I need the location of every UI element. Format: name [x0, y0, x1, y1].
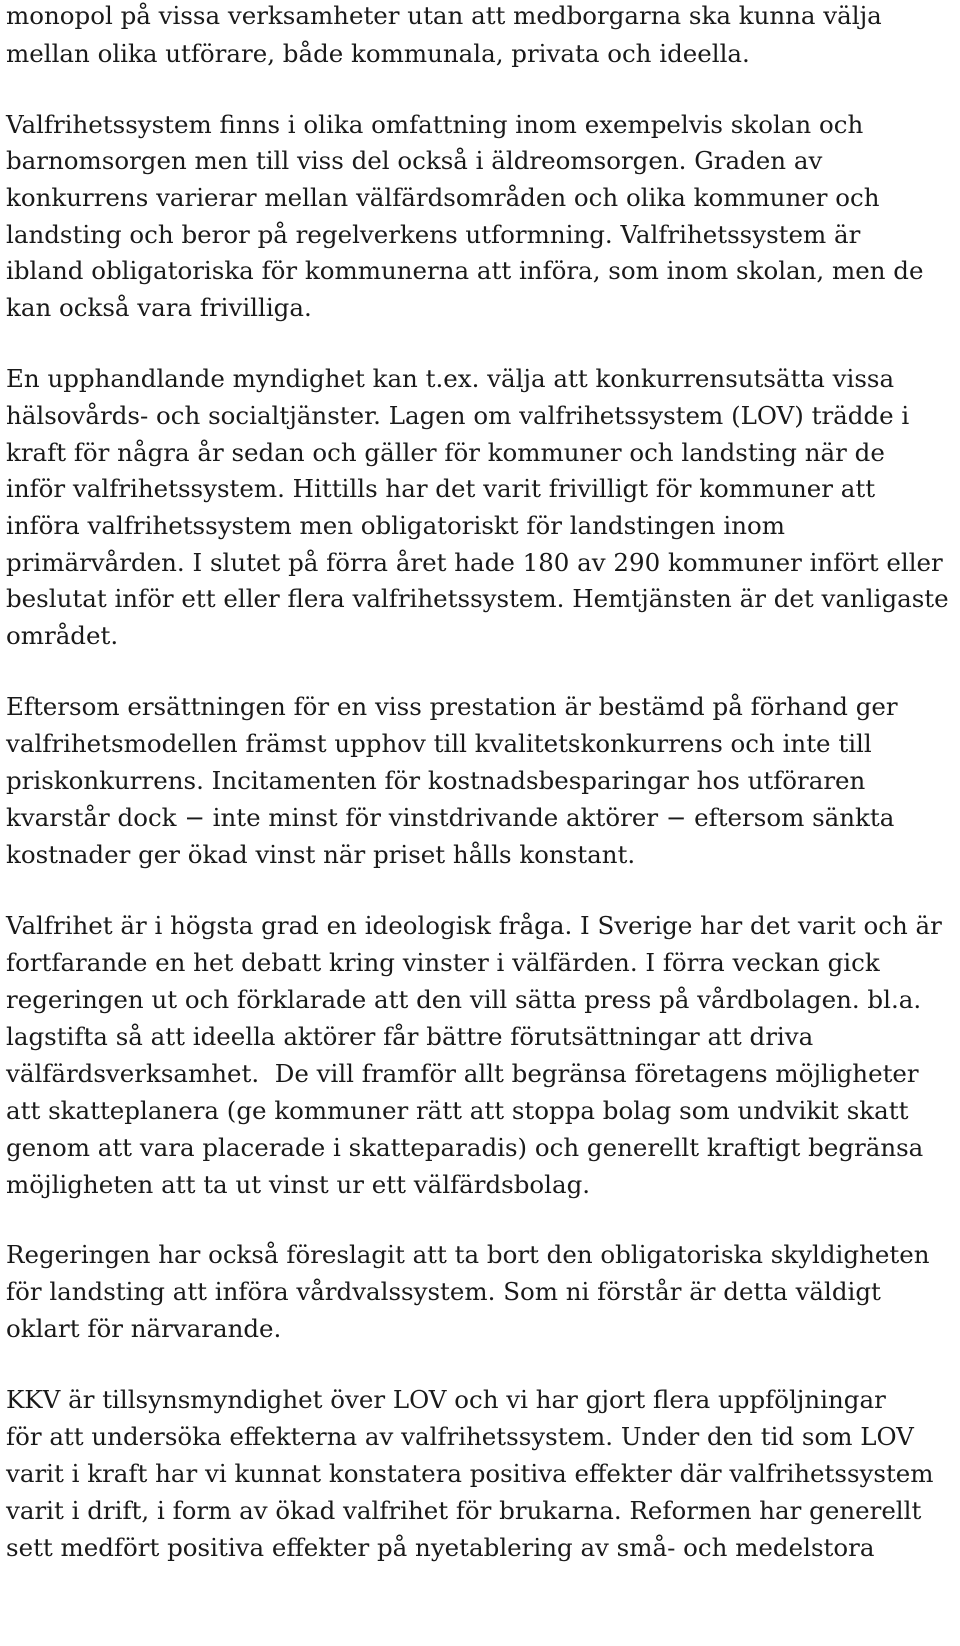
text-line: lagstifta så att ideella aktörer får bättre förutsättningar att driva [6, 1022, 814, 1051]
text-line: att skatteplanera (ge kommuner rätt att stoppa bolag som undvikit skatt [6, 1096, 909, 1125]
text-line: oklart för närvarande. [6, 1314, 282, 1343]
text-line: En upphandlande myndighet kan t.ex. välja att konkurrensutsätta vissa [6, 364, 895, 393]
text-line: Valfrihet är i högsta grad en ideologisk fråga. I Sverige har det varit och är [6, 911, 942, 940]
text-line: införa valfrihetssystem men obligatoriskt för landstingen inom [6, 511, 785, 540]
text-line: kostnader ger ökad vinst när priset hålls konstant. [6, 840, 636, 869]
text-line: ibland obligatoriska för kommunerna att införa, som inom skolan, men de [6, 256, 924, 285]
text-line: Valfrihetssystem finns i olika omfattning inom exempelvis skolan och [6, 110, 864, 139]
text-line: monopol på vissa verksamheter utan att medborgarna ska kunna välja [6, 1, 882, 30]
text-line: mellan olika utförare, både kommunala, privata och ideella. [6, 39, 750, 68]
text-line: barnomsorgen men till viss del också i äldreomsorgen. Graden av [6, 146, 823, 175]
text-line: för landsting att införa vårdvalssystem. Som ni förstår är detta väldigt [6, 1277, 881, 1306]
text-line: fortfarande en het debatt kring vinster i välfärden. I förra veckan gick [6, 948, 880, 977]
text-line: landsting och beror på regelverkens utformning. Valfrihetssystem är [6, 220, 861, 249]
text-line: sett medfört positiva effekter på nyetablering av små- och medelstora [6, 1533, 875, 1562]
text-line: varit i kraft har vi kunnat konstatera positiva effekter där valfrihetssystem [6, 1459, 934, 1488]
text-line: området. [6, 621, 119, 650]
text-line: kraft för några år sedan och gäller för kommuner och landsting när de [6, 438, 885, 467]
text-line: primärvården. I slutet på förra året hade 180 av 290 kommuner infört eller [6, 548, 943, 577]
text-line: Eftersom ersättningen för en viss prestation är bestämd på förhand ger [6, 692, 898, 721]
text-line: konkurrens varierar mellan välfärdsområden och olika kommuner och [6, 183, 880, 212]
text-line: möjligheten att ta ut vinst ur ett välfärdsbolag. [6, 1170, 591, 1199]
text-line: genom att vara placerade i skatteparadis) och generellt kraftigt begränsa [6, 1133, 924, 1162]
text-line: inför valfrihetssystem. Hittills har det varit frivilligt för kommuner att [6, 474, 876, 503]
text-line: välfärdsverksamhet. De vill framför allt begränsa företagens möjligheter [6, 1059, 919, 1088]
text-line: Regeringen har också föreslagit att ta bort den obligatoriska skyldigheten [6, 1240, 930, 1269]
text-line: kvarstår dock − inte minst för vinstdrivande aktörer − eftersom sänkta [6, 803, 895, 832]
text-line: kan också vara frivilliga. [6, 293, 312, 322]
text-line: hälsovårds- och socialtjänster. Lagen om valfrihetssystem (LOV) trädde i [6, 401, 910, 430]
text-line: regeringen ut och förklarade att den vill sätta press på vårdbolagen. bl.a. [6, 985, 922, 1014]
text-line: priskonkurrens. Incitamenten för kostnadsbesparingar hos utföraren [6, 766, 866, 795]
text-line: för att undersöka effekterna av valfrihetssystem. Under den tid som LOV [6, 1422, 914, 1451]
text-line: beslutat inför ett eller flera valfrihetssystem. Hemtjänsten är det vanligaste [6, 584, 949, 613]
text-line: valfrihetsmodellen främst upphov till kvalitetskonkurrens och inte till [6, 729, 872, 758]
text-line: KKV är tillsynsmyndighet över LOV och vi har gjort flera uppföljningar [6, 1385, 886, 1414]
text-line: varit i drift, i form av ökad valfrihet för brukarna. Reformen har generellt [6, 1496, 922, 1525]
